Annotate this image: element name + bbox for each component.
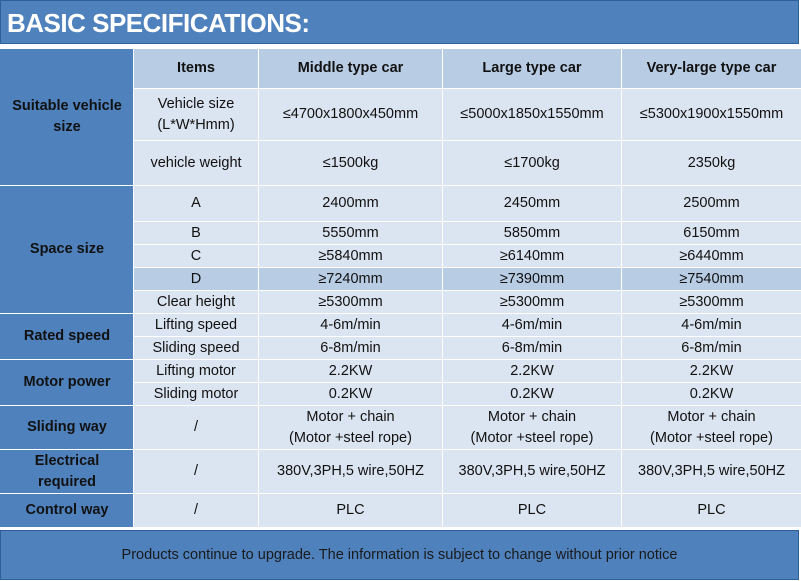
column-header-middle: Middle type car xyxy=(259,49,443,89)
cell-value: 2500mm xyxy=(622,186,801,222)
cell-value: ≥5300mm xyxy=(443,291,622,314)
item-sliding-motor: Sliding motor xyxy=(134,383,259,406)
item-lifting-speed: Lifting speed xyxy=(134,314,259,337)
item-control: / xyxy=(134,494,259,528)
cell-value: ≥5840mm xyxy=(259,245,443,268)
cell-value: PLC xyxy=(443,494,622,528)
sliding-way-line2: (Motor +steel rope) xyxy=(650,429,773,446)
cell-value: ≥5300mm xyxy=(259,291,443,314)
cell-value: 4-6m/min xyxy=(622,314,801,337)
table-row xyxy=(1,186,801,222)
cell-value: ≥7390mm xyxy=(443,268,622,291)
column-header-very-large: Very-large type car xyxy=(622,49,801,89)
cell-value: 4-6m/min xyxy=(259,314,443,337)
cell-value: 6-8m/min xyxy=(622,337,801,360)
cell-value: 0.2KW xyxy=(622,383,801,406)
item-vehicle-size: Vehicle size (L*W*Hmm) xyxy=(134,89,259,141)
cell-value: 2.2KW xyxy=(259,360,443,383)
sliding-way-line1: Motor + chain xyxy=(667,408,756,425)
item-lifting-motor: Lifting motor xyxy=(134,360,259,383)
item-c: C xyxy=(134,245,259,268)
section-space-size: Space size xyxy=(1,186,134,314)
cell-value: ≥7240mm xyxy=(259,268,443,291)
cell-value: PLC xyxy=(259,494,443,528)
section-motor-power: Motor power xyxy=(1,360,134,406)
section-electrical-required: Electrical required xyxy=(1,450,134,494)
section-header xyxy=(1,49,134,186)
item-a: A xyxy=(134,186,259,222)
table-row xyxy=(1,406,801,450)
cell-value: ≥6140mm xyxy=(443,245,622,268)
cell-value: 6-8m/min xyxy=(259,337,443,360)
table-row xyxy=(1,494,801,528)
sliding-way-line1: Motor + chain xyxy=(487,408,577,425)
cell-value: 2400mm xyxy=(259,186,443,222)
specifications-table xyxy=(0,48,801,528)
table-row xyxy=(1,314,801,337)
table-row xyxy=(1,450,801,494)
cell-value: 380V,3PH,5 wire,50HZ xyxy=(259,450,443,494)
column-header-large: Large type car xyxy=(443,49,622,89)
cell-value: ≥6440mm xyxy=(622,245,801,268)
cell-value: 380V,3PH,5 wire,50HZ xyxy=(622,450,801,494)
cell-value: 6-8m/min xyxy=(443,337,622,360)
cell-value: ≤1500kg xyxy=(259,141,443,186)
cell-value: 4-6m/min xyxy=(443,314,622,337)
page-title: BASIC SPECIFICATIONS: xyxy=(0,0,799,44)
cell-value: ≤1700kg xyxy=(443,141,622,186)
cell-value: 2.2KW xyxy=(443,360,622,383)
cell-value: ≥5300mm xyxy=(622,291,801,314)
cell-value: ≤4700x1800x450mm xyxy=(259,89,443,141)
item-clear-height: Clear height xyxy=(134,291,259,314)
cell-value: 380V,3PH,5 wire,50HZ xyxy=(443,450,622,494)
item-electrical: / xyxy=(134,450,259,494)
table-header-row xyxy=(1,49,801,89)
cell-value: ≤5300x1900x1550mm xyxy=(622,89,801,141)
item-d: D xyxy=(134,268,259,291)
cell-value: 6150mm xyxy=(622,222,801,245)
footer-notice: Products continue to upgrade. The information is subject to change without prior notice xyxy=(0,530,799,580)
cell-value xyxy=(622,406,801,450)
column-header-items: Items xyxy=(134,49,259,89)
item-b: B xyxy=(134,222,259,245)
cell-value: 2.2KW xyxy=(622,360,801,383)
cell-value xyxy=(443,406,622,450)
cell-value: PLC xyxy=(622,494,801,528)
table-row xyxy=(1,360,801,383)
section-rated-speed: Rated speed xyxy=(1,314,134,360)
cell-value: 5850mm xyxy=(443,222,622,245)
sliding-way-line2: (Motor +steel rope) xyxy=(470,429,594,446)
sliding-way-line1: Motor + chain xyxy=(306,408,395,425)
section-label-suitable-vehicle-size: Suitable vehicle size xyxy=(12,98,122,135)
item-sliding-way: / xyxy=(134,406,259,450)
section-sliding-way: Sliding way xyxy=(1,406,134,450)
cell-value: 0.2KW xyxy=(443,383,622,406)
section-control-way: Control way xyxy=(1,494,134,528)
sliding-way-line2: (Motor +steel rope) xyxy=(289,429,412,446)
cell-value: 2350kg xyxy=(622,141,801,186)
cell-value: ≤5000x1850x1550mm xyxy=(443,89,622,141)
cell-value: 0.2KW xyxy=(259,383,443,406)
cell-value xyxy=(259,406,443,450)
item-sliding-speed: Sliding speed xyxy=(134,337,259,360)
cell-value: ≥7540mm xyxy=(622,268,801,291)
cell-value: 2450mm xyxy=(443,186,622,222)
item-vehicle-weight: vehicle weight xyxy=(134,141,259,186)
cell-value: 5550mm xyxy=(259,222,443,245)
